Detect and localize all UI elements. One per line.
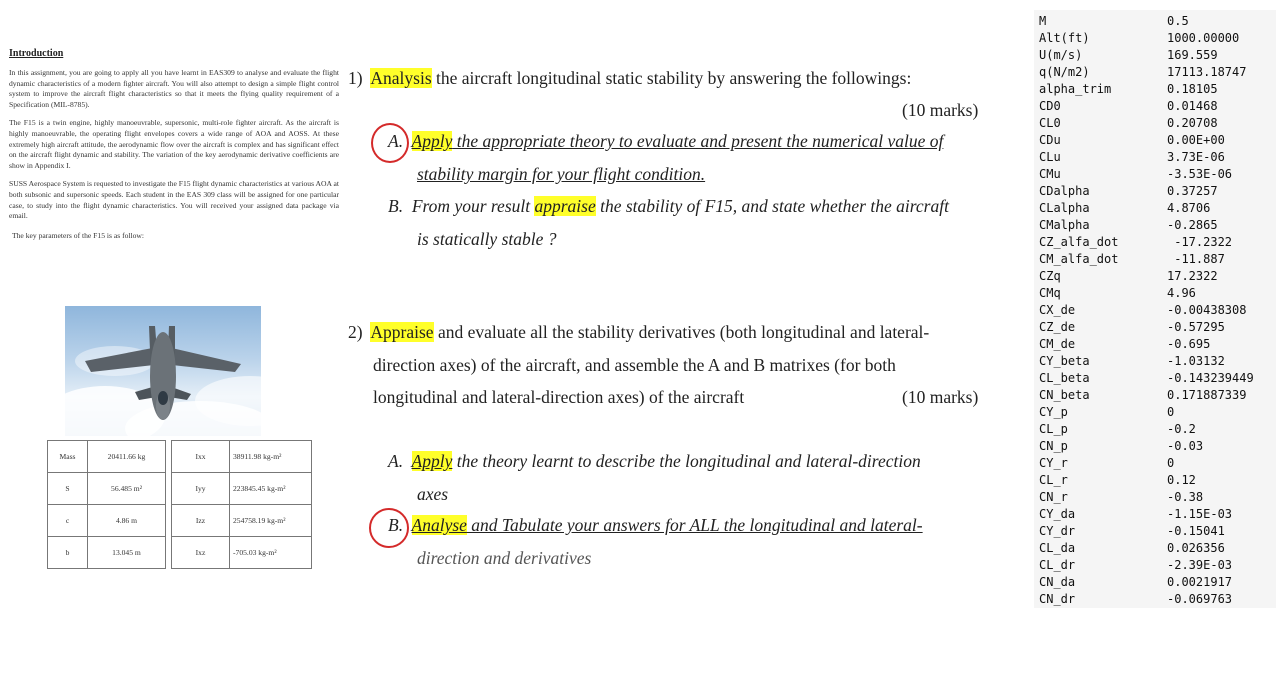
red-circle-annotation [371,123,409,163]
parameter-name: CX_de [1039,303,1076,317]
parameter-name: CLalpha [1039,201,1090,215]
param-label: b [48,537,88,569]
table-row [172,441,312,473]
param-label: Iyy [172,473,230,505]
parameter-row [1034,167,1276,184]
parameter-row [1034,456,1276,473]
parameter-value: 3.73E-06 [1167,150,1225,164]
question-text: the theory learnt to describe the longitudinal and lateral-direction [452,451,921,471]
table-row [48,473,166,505]
highlighted-keyword: Analyse [411,515,467,535]
parameter-name: CN_r [1039,490,1068,504]
highlighted-keyword: appraise [534,196,596,216]
param-value: 13.045 m [88,537,166,569]
parameter-name: CMq [1039,286,1061,300]
parameter-value: -0.00438308 [1167,303,1247,317]
parameter-value: -11.887 [1167,252,1225,266]
parameter-name: CM_alfa_dot [1039,252,1119,266]
marks-label: (10 marks) [902,100,979,120]
parameter-name: CMalpha [1039,218,1090,232]
parameter-row [1034,14,1276,31]
parameter-row [1034,252,1276,269]
parameter-row [1034,82,1276,99]
highlighted-keyword: Appraise [370,322,434,342]
parameter-value: 1000.00000 [1167,31,1240,45]
parameter-value: 0.00E+00 [1167,133,1225,147]
parameter-row [1034,337,1276,354]
parameter-name: CZ_alfa_dot [1039,235,1119,249]
parameter-value: -1.03132 [1167,354,1225,368]
parameter-name: U(m/s) [1039,48,1083,62]
parameter-row [1034,99,1276,116]
red-circle-annotation [369,508,409,548]
parameter-row [1034,524,1276,541]
parameter-row [1034,31,1276,48]
parameter-value: -0.03 [1167,439,1204,453]
parameter-row [1034,48,1276,65]
param-label: Ixx [172,441,230,473]
highlighted-keyword: Apply [411,131,453,151]
highlighted-keyword: Apply [411,451,453,471]
table-row [172,473,312,505]
table-row [172,505,312,537]
parameter-value: -17.2322 [1167,235,1233,249]
parameter-row [1034,541,1276,558]
question-text: and evaluate all the stability derivatives (both longitudinal and lateral- [433,322,930,342]
mass-geometry-table [47,440,166,569]
question-number: 1) [348,68,363,88]
jet-silhouette-icon [65,306,261,436]
parameter-value: 0 [1167,405,1175,419]
parameter-value: 0.0021917 [1167,575,1233,589]
param-label: c [48,505,88,537]
param-label: Izz [172,505,230,537]
parameter-row [1034,201,1276,218]
parameter-name: CDalpha [1039,184,1090,198]
parameter-value: 0.37257 [1167,184,1218,198]
parameter-value: 0.12 [1167,473,1196,487]
parameter-name: CN_da [1039,575,1076,589]
parameter-row [1034,490,1276,507]
parameter-value: -3.53E-06 [1167,167,1233,181]
question-2a-continued: axes [417,484,449,504]
intro-paragraph-2: The F15 is a twin engine, highly manoeuvrable, supersonic, multi-role fighter aircraft. As the aircraft is highly manoeuvrable, the operating flight envelopes covers a wide range of AOA and AOSS. At these extremely high aircraft attitude, the aerodynamic flow over the aircraft is complex and has significant effect on the aircraft flight dynamic and stability. The variation of the key aerodynamic derivative coefficients are show in Appendix I. [9,118,339,170]
parameter-value: -0.15041 [1167,524,1225,538]
parameter-name: CDu [1039,133,1061,147]
param-value: 4.86 m [88,505,166,537]
parameter-value: -0.143239449 [1167,371,1254,385]
question-text: the stability of F15, and state whether the aircraft [595,196,949,216]
parameter-row [1034,150,1276,167]
highlighted-keyword: Analysis [370,68,432,88]
parameter-panel [1034,10,1276,608]
parameter-name: CY_da [1039,507,1076,521]
parameter-name: CZ_de [1039,320,1076,334]
parameter-value: -0.57295 [1167,320,1225,334]
param-value: 254758.19 kg-m² [230,505,312,537]
question-2 [348,322,988,343]
question-1 [348,68,984,89]
item-label: B. [388,515,404,535]
parameter-value: 4.96 [1167,286,1196,300]
parameter-name: CL_beta [1039,371,1090,385]
parameter-name: M [1039,14,1047,28]
parameter-name: CL0 [1039,116,1061,130]
parameter-value: 0.20708 [1167,116,1218,130]
parameter-value: 0 [1167,456,1175,470]
inertia-table [171,440,312,569]
parameter-name: CL_p [1039,422,1068,436]
parameter-value: 17113.18747 [1167,65,1247,79]
item-label: A. [388,131,404,151]
parameter-name: CY_p [1039,405,1068,419]
parameter-row [1034,116,1276,133]
question-1b [388,196,988,217]
parameter-row [1034,184,1276,201]
item-label: B. [388,196,404,216]
parameter-row [1034,133,1276,150]
param-value: 223845.45 kg-m² [230,473,312,505]
parameter-row [1034,235,1276,252]
parameter-value: -0.069763 [1167,592,1233,606]
parameter-row [1034,269,1276,286]
parameter-name: CY_beta [1039,354,1090,368]
parameter-value: 0.026356 [1167,541,1225,555]
parameter-name: Alt(ft) [1039,31,1090,45]
parameter-row [1034,320,1276,337]
parameter-row [1034,422,1276,439]
parameter-value: 0.01468 [1167,99,1218,113]
table-row [48,537,166,569]
param-label: Ixz [172,537,230,569]
param-label: Mass [48,441,88,473]
parameter-value: 0.18105 [1167,82,1218,96]
parameter-name: CY_r [1039,456,1068,470]
parameter-row [1034,405,1276,422]
parameter-name: q(N/m2) [1039,65,1090,79]
parameter-row [1034,218,1276,235]
parameter-name: CMu [1039,167,1061,181]
question-2a [388,451,988,472]
parameter-name: CD0 [1039,99,1061,113]
item-label: A. [388,451,404,471]
parameter-name: CL_da [1039,541,1076,555]
parameter-row [1034,65,1276,82]
parameter-row [1034,507,1276,524]
f15-aircraft-photo [65,306,261,436]
parameter-row [1034,354,1276,371]
introduction-section [9,48,339,240]
table-row [48,441,166,473]
parameter-row [1034,371,1276,388]
question-1a-continued: stability margin for your flight condition. [417,164,706,184]
parameter-value: 169.559 [1167,48,1218,62]
parameter-value: 17.2322 [1167,269,1218,283]
parameter-value: -0.38 [1167,490,1204,504]
parameter-value: 0.171887339 [1167,388,1247,402]
parameter-name: CL_dr [1039,558,1076,572]
param-value: 56.485 m² [88,473,166,505]
parameter-row [1034,575,1276,592]
parameter-name: CN_beta [1039,388,1090,402]
question-text: and Tabulate your answers for ALL the longitudinal and lateral- [466,515,923,535]
questions-section [344,0,994,694]
param-value: -705.03 kg-m² [230,537,312,569]
parameter-row [1034,388,1276,405]
question-1b-continued: is statically stable ? [417,229,557,249]
parameter-name: CN_dr [1039,592,1076,606]
parameter-value: 0.5 [1167,14,1189,28]
question-text: the appropriate theory to evaluate and present the numerical value of [452,131,944,151]
parameter-value: -0.2 [1167,422,1196,436]
question-number: 2) [348,322,363,342]
param-label: S [48,473,88,505]
parameter-value: -0.2865 [1167,218,1218,232]
intro-paragraph-3: SUSS Aerospace System is requested to investigate the F15 flight dynamic characteristics at various AOA at both subsonic and supersonic speeds. Each student in the EAS 309 class will be assigned for one particular case, to study into the flight dynamic characteristics. You will received your assigned data package via email. [9,179,339,221]
parameter-value: -0.695 [1167,337,1211,351]
question-2b [388,515,988,536]
parameter-row [1034,286,1276,303]
question-text: the aircraft longitudinal static stability by answering the followings: [431,68,912,88]
parameter-row [1034,558,1276,575]
question-2-continued: longitudinal and lateral-direction axes) of the aircraft [373,387,745,407]
intro-paragraph-1: In this assignment, you are going to apply all you have learnt in EAS309 to analyse and evaluate the flight dynamic characteristics of a modern fighter aircraft. You will also attempt to design a simple flight control system to improve the aircraft flight characteristics so that it meets the flying quality requirement of a Specification (MIL-8785). [9,68,339,109]
table-row [48,505,166,537]
parameter-name: alpha_trim [1039,82,1112,96]
parameter-name: CM_de [1039,337,1076,351]
parameter-value: -2.39E-03 [1167,558,1233,572]
parameter-name: CZq [1039,269,1061,283]
parameter-value: 4.8706 [1167,201,1211,215]
key-params-intro: The key parameters of the F15 is as follow: [12,230,145,240]
parameter-name: CY_dr [1039,524,1076,538]
question-2b-cut-off-line: direction and derivatives [417,548,592,568]
question-1a [388,131,988,152]
param-value: 38911.98 kg-m² [230,441,312,473]
parameter-name: CL_r [1039,473,1068,487]
table-row [172,537,312,569]
parameter-value: -1.15E-03 [1167,507,1233,521]
introduction-heading: Introduction [9,48,64,59]
question-2-continued: direction axes) of the aircraft, and assemble the A and B matrixes (for both [373,355,896,375]
parameter-row [1034,473,1276,490]
question-text: From your result [411,196,535,216]
parameter-row [1034,439,1276,456]
param-value: 20411.66 kg [88,441,166,473]
parameter-row [1034,592,1276,609]
parameter-row [1034,303,1276,320]
marks-label: (10 marks) [902,387,979,407]
parameter-name: CN_p [1039,439,1068,453]
parameter-name: CLu [1039,150,1061,164]
